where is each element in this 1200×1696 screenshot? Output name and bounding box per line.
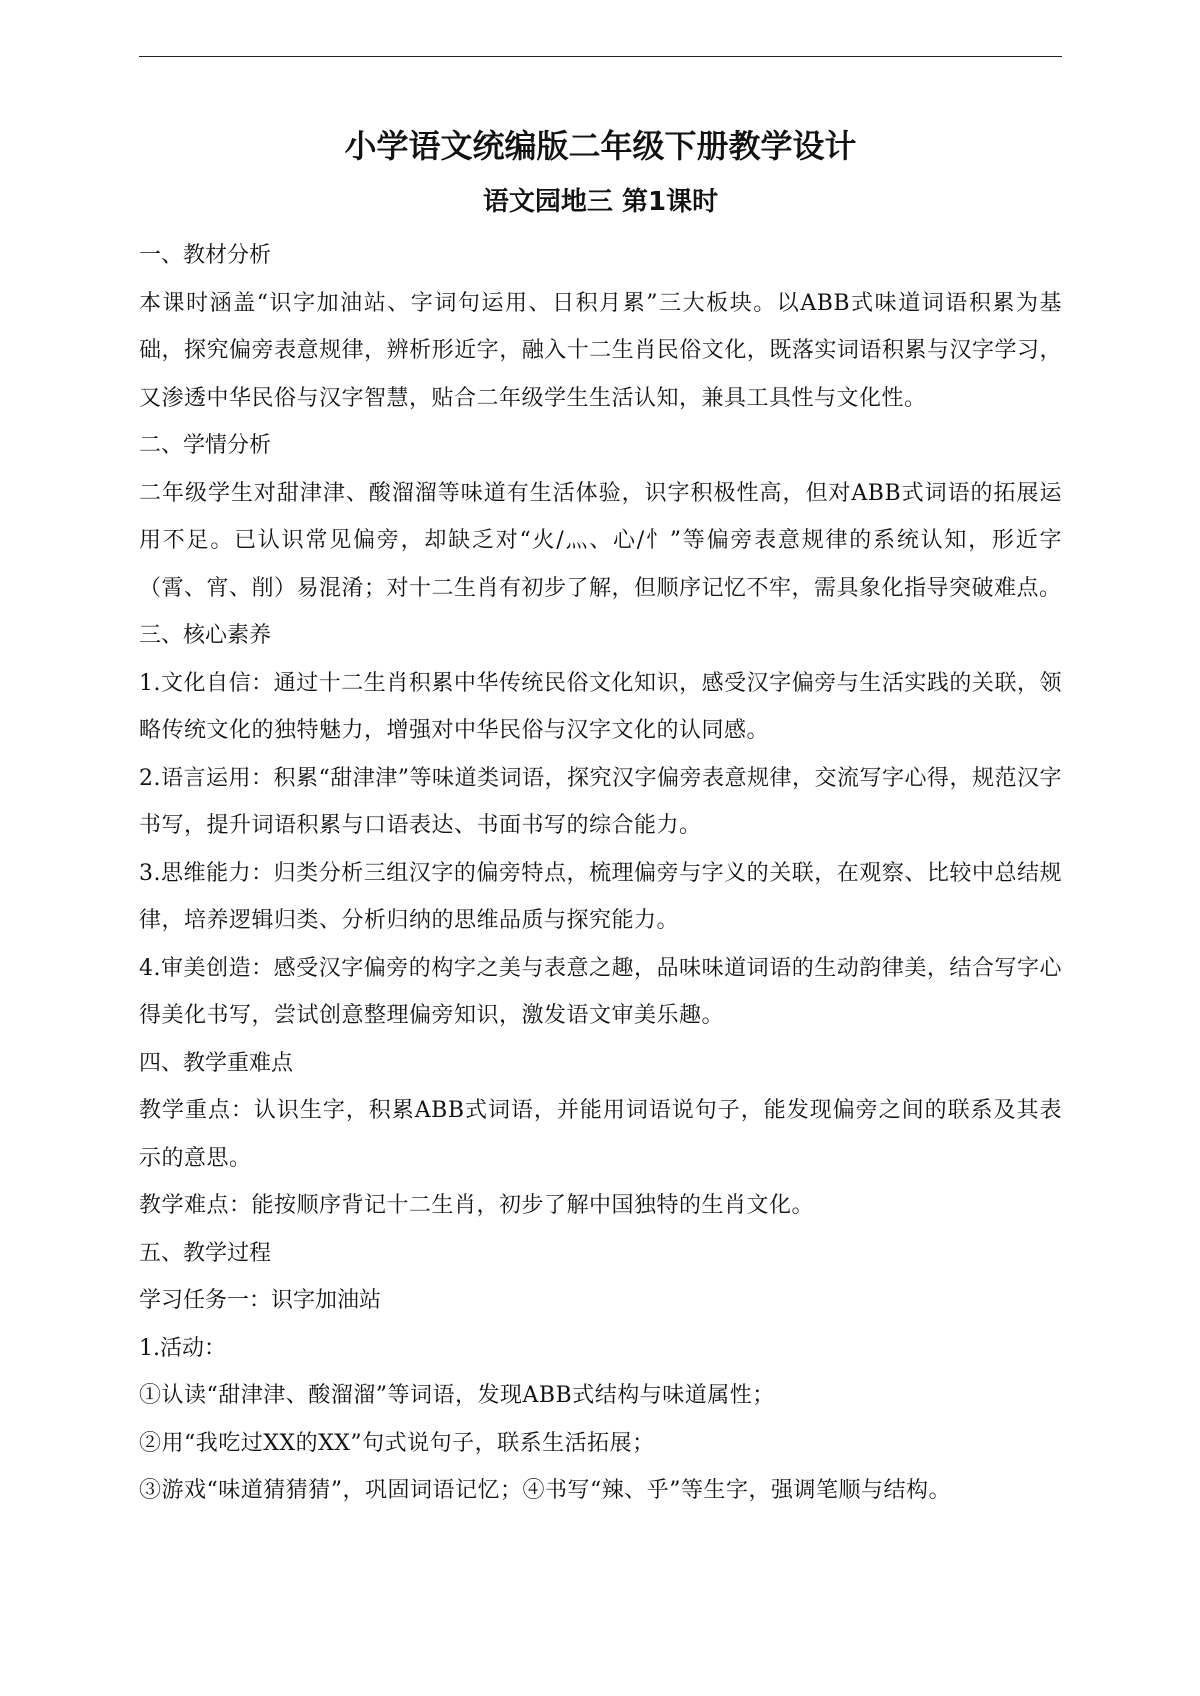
document-title: 小学语文统编版二年级下册教学设计 (344, 127, 857, 165)
document-body (139, 122, 1062, 1515)
section-heading-textbook-analysis: 一、教材分析 (139, 243, 272, 268)
core-literacy-item: 1.文化自信：通过十二生肖积累中华传统民俗文化知识，感受汉字偏旁与生活实践的关联，领略传统文化的独特魅力，增强对中华民俗与汉字文化的认同感。 (139, 670, 1062, 743)
core-literacy-item: 3.思维能力：归类分析三组汉字的偏旁特点，梳理偏旁与字义的关联，在观察、比较中总结规律，培养逻辑归类、分析归纳的思维品质与探究能力。 (139, 860, 1062, 933)
section-heading-key-points: 四、教学重难点 (139, 1050, 294, 1076)
header-rule (139, 56, 1062, 57)
paragraph-teaching-key: 教学重点：认识生字，积累ABB式词语，并能用词语说句子，能发现偏旁之间的联系及其表示的意思。 (139, 1098, 1062, 1171)
paragraph-learner-analysis: 二年级学生对甜津津、酸溜溜等味道有生活体验，识字积极性高，但对ABB式词语的拓展运用不足。已认识常见偏旁，却缺乏对“火/灬、心/忄”等偏旁表意规律的系统认知，形近字（霄、宵、削）易混淆；对十二生肖有初步了解，但顺序记忆不牢，需具象化指导突破难点。 (139, 480, 1062, 601)
paragraph-teaching-difficulty: 教学难点：能按顺序背记十二生肖，初步了解中国独特的生肖文化。 (139, 1193, 815, 1218)
learning-task-heading: 学习任务一：识字加油站 (139, 1288, 382, 1313)
section-heading-core-literacy: 三、核心素养 (139, 623, 272, 648)
activity-step: ③游戏“味道猜猜猜”，巩固词语记忆；④书写“辣、乎”等生字，强调笔顺与结构。 (139, 1478, 951, 1503)
activity-step: ①认读“甜津津、酸溜溜”等词语，发现ABB式结构与味道属性； (139, 1383, 775, 1408)
section-heading-teaching-process: 五、教学过程 (139, 1240, 272, 1266)
lesson-subtitle: 语文园地三 第1课时 (482, 187, 719, 217)
paragraph-textbook-analysis: 本课时涵盖“识字加油站、字词句运用、日积月累”三大板块。以ABB式味道词语积累为基础，探究偏旁表意规律，辨析形近字，融入十二生肖民俗文化，既落实词语积累与汉字学习，又渗透中华民俗与汉字智慧，贴合二年级学生生活认知，兼具工具性与文化性。 (139, 290, 1062, 411)
activity-step: ②用“我吃过XX的XX”句式说句子，联系生活拓展； (139, 1430, 655, 1456)
core-literacy-item: 4.审美创造：感受汉字偏旁的构字之美与表意之趣，品味味道词语的生动韵律美，结合写字心得美化书写，尝试创意整理偏旁知识，激发语文审美乐趣。 (139, 955, 1062, 1028)
core-literacy-item: 2.语言运用：积累“甜津津”等味道类词语，探究汉字偏旁表意规律，交流写字心得，规范汉字书写，提升词语积累与口语表达、书面书写的综合能力。 (139, 765, 1062, 838)
section-heading-learner-analysis: 二、学情分析 (139, 433, 272, 458)
activity-label: 1.活动： (139, 1335, 226, 1361)
